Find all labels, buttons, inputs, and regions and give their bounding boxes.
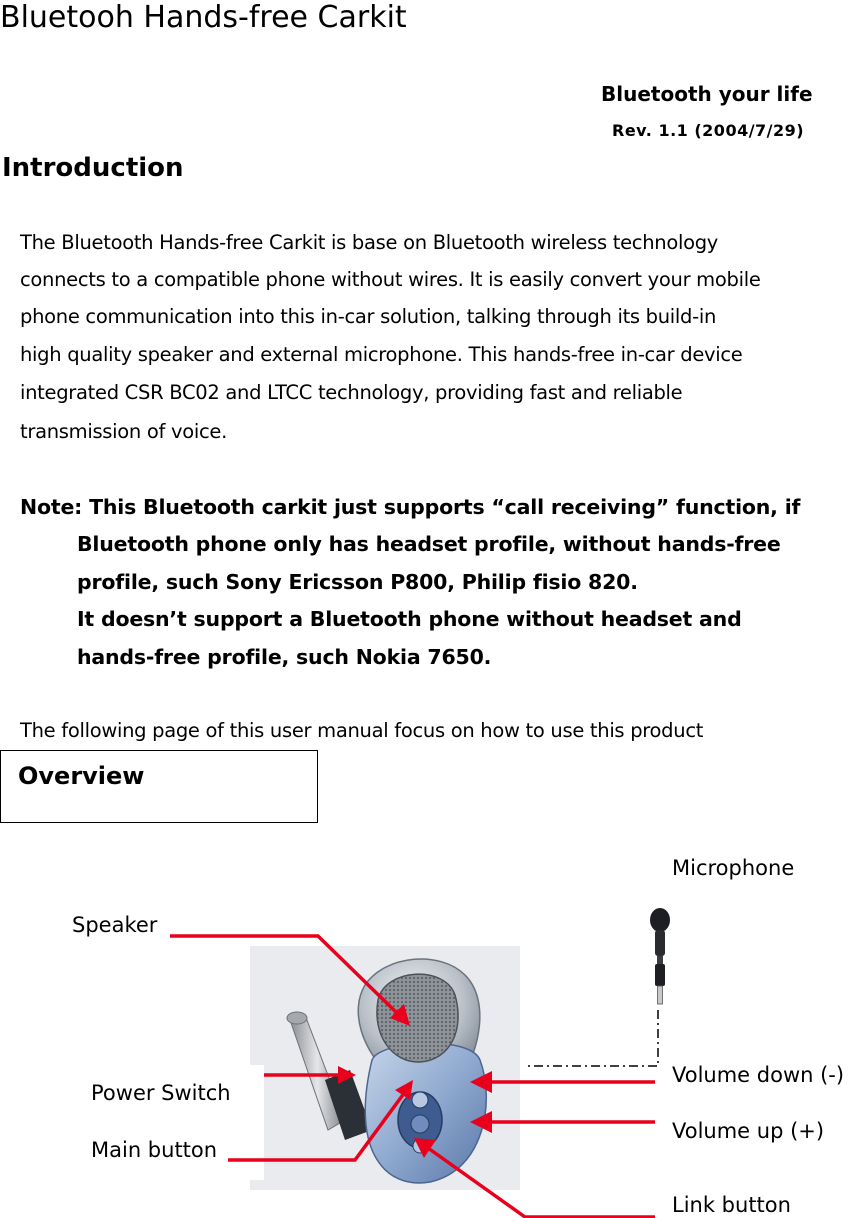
- speaker-label: Speaker: [72, 913, 158, 937]
- note-line: Note: This Bluetooth carkit just supports “call receiving” function, if: [20, 495, 801, 519]
- volume-down-label: Volume down (-): [672, 1063, 845, 1087]
- document-title: Bluetooh Hands-free Carkit: [0, 0, 407, 35]
- following-text: The following page of this user manual focus on how to use this product: [20, 719, 704, 742]
- note-line: profile, such Sony Ericsson P800, Philip fisio 820.: [77, 570, 638, 594]
- speaker-grille: [377, 974, 458, 1062]
- intro-paragraph-line: integrated CSR BC02 and LTCC technology, providing fast and reliable: [20, 381, 683, 404]
- tagline: Bluetooth your life: [601, 82, 813, 106]
- revision-info: Rev. 1.1 (2004/7/29): [612, 121, 805, 140]
- intro-paragraph-line: phone communication into this in-car solution, talking through its build-in: [20, 305, 717, 328]
- microphone-label: Microphone: [672, 856, 795, 880]
- intro-paragraph-line: high quality speaker and external microphone. This hands-free in-car device: [20, 343, 743, 366]
- overview-heading: Overview: [18, 762, 145, 790]
- note-line: It doesn’t support a Bluetooth phone without headset and: [77, 607, 742, 631]
- intro-paragraph-line: transmission of voice.: [20, 420, 227, 443]
- microphone-icon: [650, 908, 670, 1004]
- note-line: hands-free profile, such Nokia 7650.: [77, 645, 492, 669]
- intro-paragraph-line: connects to a compatible phone without wires. It is easily convert your mobile: [20, 268, 761, 291]
- mic-cable-line: [525, 1010, 658, 1066]
- carkit-diagram: [0, 830, 867, 1218]
- introduction-heading: Introduction: [2, 153, 184, 183]
- power-switch-label: Power Switch: [91, 1081, 231, 1105]
- main-button-label: Main button: [91, 1138, 218, 1162]
- note-line: Bluetooth phone only has headset profile, without hands-free: [77, 532, 781, 556]
- link-button-label: Link button: [672, 1193, 791, 1217]
- volume-up-label: Volume up (+): [672, 1119, 825, 1143]
- intro-paragraph-line: The Bluetooth Hands-free Carkit is base on Bluetooth wireless technology: [20, 231, 719, 254]
